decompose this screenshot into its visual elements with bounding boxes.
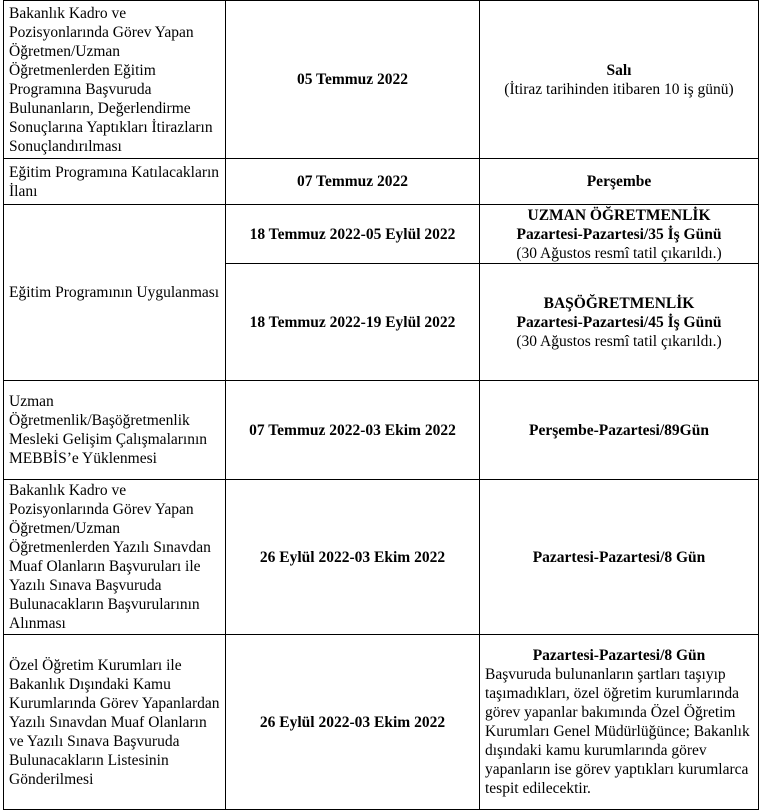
date-cell: 07 Temmuz 2022 [226, 159, 480, 205]
activity-cell: Eğitim Programına Katılacakların İlanı [4, 159, 226, 205]
info-cell [480, 381, 759, 480]
table-row [4, 381, 759, 480]
period-text: Pazartesi-Pazartesi/8 Gün [532, 647, 706, 664]
date-cell: 05 Temmuz 2022 [226, 1, 480, 159]
info-cell [480, 1, 759, 159]
program-title: BAŞÖĞRETMENLİK [543, 294, 695, 312]
activity-cell: Uzman Öğretmenlik/Başöğretmenlik Mesleki Gelişim Çalışmalarının MEBBİS’e Yüklenmesi [4, 381, 226, 480]
period-text: Pazartesi-Pazartesi/45 İş Günü [516, 313, 722, 331]
date-cell: 26 Eylül 2022-03 Ekim 2022 [226, 635, 480, 810]
info-cell [480, 635, 759, 810]
day-label: Perşembe [586, 173, 652, 190]
info-cell [480, 205, 759, 264]
table-row [4, 480, 759, 635]
date-cell: 18 Temmuz 2022-05 Eylül 2022 [226, 205, 480, 264]
period-text: Pazartesi-Pazartesi/35 İş Günü [516, 225, 722, 243]
program-title: UZMAN ÖĞRETMENLİK [527, 206, 711, 224]
note-text: Başvuruda bulunanların şartları taşıyıp taşımadıkları, özel öğretim kurumlarında görev yapanlar bakımında Özel Öğretim Kurumları Genel Müdürlüğünce; Bakanlık dışındaki kamu kurumlarında görev yapanların ise görev yaptıkları kurumlarca tespit edilecektir. [485, 666, 750, 797]
activity-cell: Özel Öğretim Kurumları ile Bakanlık Dışındaki Kamu Kurumlarında Görev Yapanlardan Yazılı Sınavdan Muaf Olanların ve Yazılı Sınava Başvuruda Bulunacakların Listesinin Gönderilmesi [4, 635, 226, 810]
table-row [4, 159, 759, 205]
info-cell [480, 480, 759, 635]
note-text: (30 Ağustos resmî tatil çıkarıldı.) [516, 332, 722, 350]
info-cell [480, 264, 759, 381]
date-cell: 18 Temmuz 2022-19 Eylül 2022 [226, 264, 480, 381]
period-text: Pazartesi-Pazartesi/8 Gün [532, 548, 706, 566]
date-cell: 26 Eylül 2022-03 Ekim 2022 [226, 480, 480, 635]
activity-cell: Bakanlık Kadro ve Pozisyonlarında Görev Yapan Öğretmen/Uzman Öğretmenlerden Yazılı Sınavdan Muaf Olanların Başvuruları ile Yazılı Sınava Başvuruda Bulunacakların Başvurularının Alınması [4, 480, 226, 635]
schedule-table [3, 0, 759, 810]
info-cell [480, 159, 759, 205]
period-text: Perşembe-Pazartesi/89Gün [529, 421, 709, 439]
table-row [4, 1, 759, 159]
day-label: Salı [606, 61, 632, 79]
note-text: (İtiraz tarihinden itibaren 10 iş günü) [504, 80, 734, 98]
table-row [4, 635, 759, 810]
date-cell: 07 Temmuz 2022-03 Ekim 2022 [226, 381, 480, 480]
activity-cell: Eğitim Programının Uygulanması [4, 205, 226, 381]
note-text: (30 Ağustos resmî tatil çıkarıldı.) [516, 244, 722, 262]
activity-cell: Bakanlık Kadro ve Pozisyonlarında Görev Yapan Öğretmen/Uzman Öğretmenlerden Eğitim Programına Başvuruda Bulunanların, Değerlendirme Sonuçlarına Yaptıkları İtirazların Sonuçlandırılması [4, 1, 226, 159]
table-row [4, 205, 759, 264]
